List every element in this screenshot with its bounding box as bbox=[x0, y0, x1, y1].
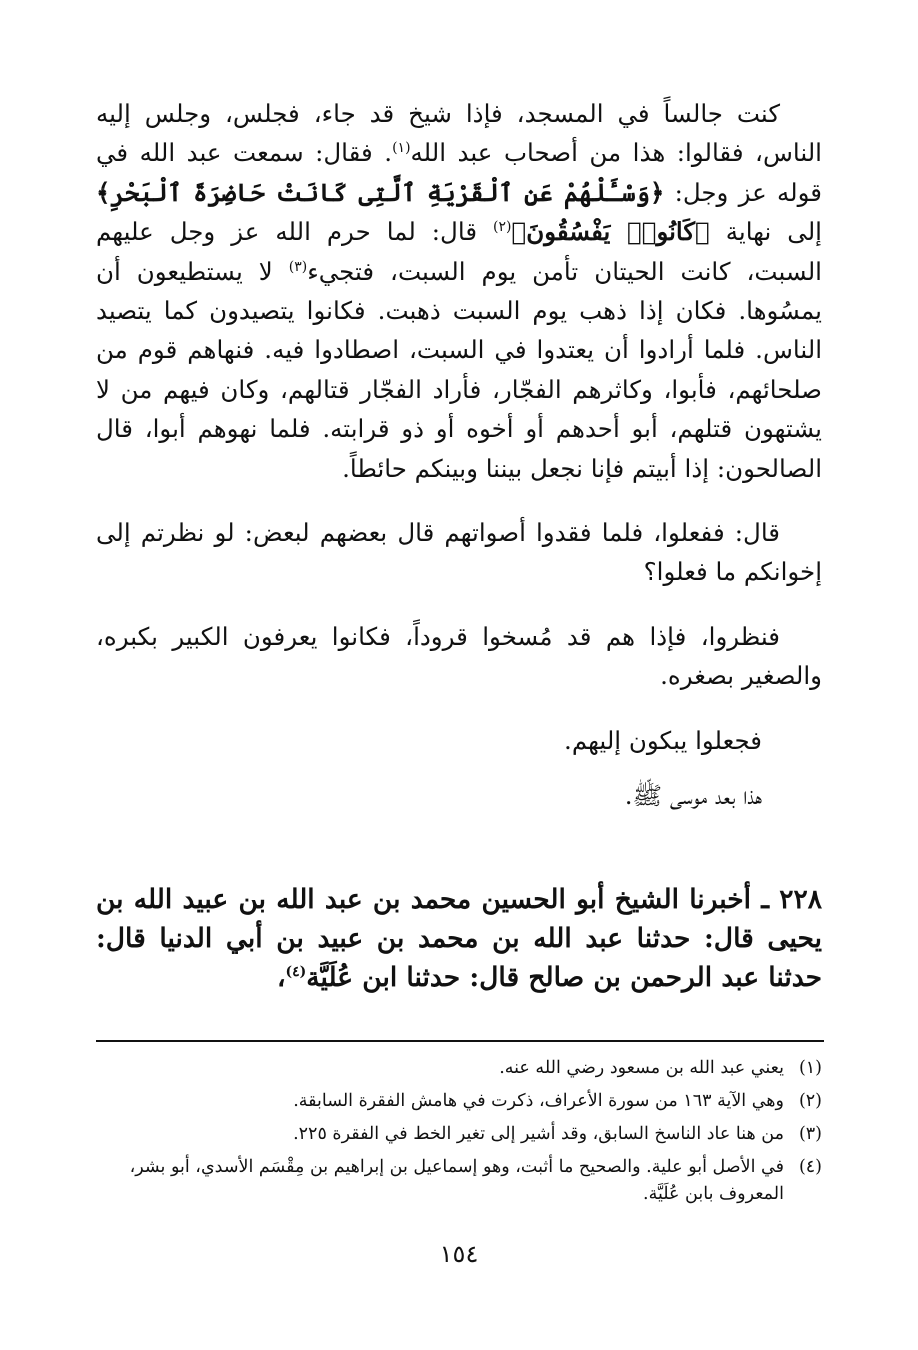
paragraph-5: هذا بعد موسى ﷺ. bbox=[624, 781, 762, 811]
main-text bbox=[96, 94, 822, 816]
footnote-ref-4[interactable]: (٤) bbox=[285, 964, 307, 981]
quran-verse: ﴿وَسْـَٔلْهُمْ عَنِ ٱلْقَرْيَةِ ٱلَّتِى كَانَتْ حَاضِرَةَ ٱلْبَحْرِ﴾ bbox=[96, 177, 665, 207]
text-run: لا يستطيعون أن يمسُوها. فكان إذا ذهب يوم السبت ذهبت. فكانوا يتصيدون كما يتصيد الناس. فلما أرادوا أن يعتدوا في السبت، اصطادوا فيه. فنهاهم قوم من صلحائهم، فأبوا، وكاثرهم الفجّار، فأراد الفجّار قتالهم، وكان فيهم من لا يشتهون قتلهم، أبو أحدهم أو أخوه أو ذو قرابته. فلما نهوهم أبوا، قال الصالحون: إذا أبيتم فإنا نجعل بيننا وبينكم حائطاً. bbox=[96, 256, 822, 483]
footnote-ref-1[interactable]: (١) bbox=[392, 140, 411, 157]
hadith-228 bbox=[96, 880, 822, 997]
footnote-label: (٤) bbox=[798, 1157, 822, 1177]
footnote-text: وهي الآية ١٦٣ من سورة الأعراف، ذكرت في هامش الفقرة السابقة. bbox=[293, 1091, 784, 1111]
footnote-ref-3[interactable]: (٣) bbox=[288, 258, 308, 275]
footnote-label: (٣) bbox=[798, 1124, 822, 1144]
paragraph-4: فجعلوا يبكون إليهم. bbox=[564, 725, 762, 755]
footnote-label: (١) bbox=[798, 1058, 822, 1078]
quran-verse: ﴿كَانُوا۟ يَفْسُقُونَ﴾ bbox=[511, 217, 710, 247]
hadith-text: ـ أخبرنا الشيخ أبو الحسين محمد بن عبد الله بن عبيد الله بن يحيى قال: حدثنا عبد الله بن محمد بن عبيد بن أبي الدنيا قال: حدثنا عبد الرحمن بن صالح قال: حدثنا ابن عُلَيَّة bbox=[96, 884, 822, 993]
footnote-3 bbox=[94, 1118, 822, 1151]
paragraph-3: فنظروا، فإذا هم قد مُسخوا قروداً، فكانوا يعرفون الكبير بكبره، والصغير بصغره. bbox=[96, 621, 822, 691]
footnote-2 bbox=[94, 1085, 822, 1118]
page-number: ١٥٤ bbox=[439, 1240, 479, 1268]
text-run: . فقال: سمعت عبد الله في قوله عز وجل: bbox=[96, 138, 822, 207]
text-run: إلى نهاية bbox=[709, 217, 822, 247]
paragraph-2: قال: ففعلوا، فلما فقدوا أصواتهم قال بعضهم لبعض: لو نظرتم إلى إخوانكم ما فعلوا؟ bbox=[96, 518, 822, 587]
footnote-ref-2[interactable]: (٢) bbox=[493, 219, 512, 236]
text-run: قال: لما حرم الله عز وجل عليهم السبت، كانت الحيتان تأمن يوم السبت، فتجيء bbox=[96, 217, 822, 286]
hadith-number: ٢٢٨ bbox=[779, 884, 822, 915]
hadith-text: ، bbox=[276, 962, 286, 993]
footnote-label: (٢) bbox=[798, 1091, 822, 1111]
paragraph-1 bbox=[96, 94, 822, 488]
footnote-text: يعني عبد الله بن مسعود رضي الله عنه. bbox=[499, 1058, 784, 1078]
footnotes bbox=[94, 1052, 822, 1208]
footnote-1 bbox=[94, 1052, 822, 1085]
footnote-divider bbox=[96, 1040, 824, 1042]
footnote-text: من هنا عاد الناسخ السابق، وقد أشير إلى تغير الخط في الفقرة ٢٢٥. bbox=[293, 1124, 784, 1144]
footnote-text: في الأصل أبو علية. والصحيح ما أثبت، وهو إسماعيل بن إبراهيم بن مِقْسَم الأسدي، أبو بشر، المعروف بابن عُلَيَّة. bbox=[129, 1157, 784, 1204]
footnote-4 bbox=[94, 1151, 822, 1208]
text-run: كنت جالساً في المسجد، فإذا شيخ قد جاء، فجلس، وجلس إليه الناس، فقالوا: هذا من أصحاب عبد الله bbox=[96, 99, 822, 168]
